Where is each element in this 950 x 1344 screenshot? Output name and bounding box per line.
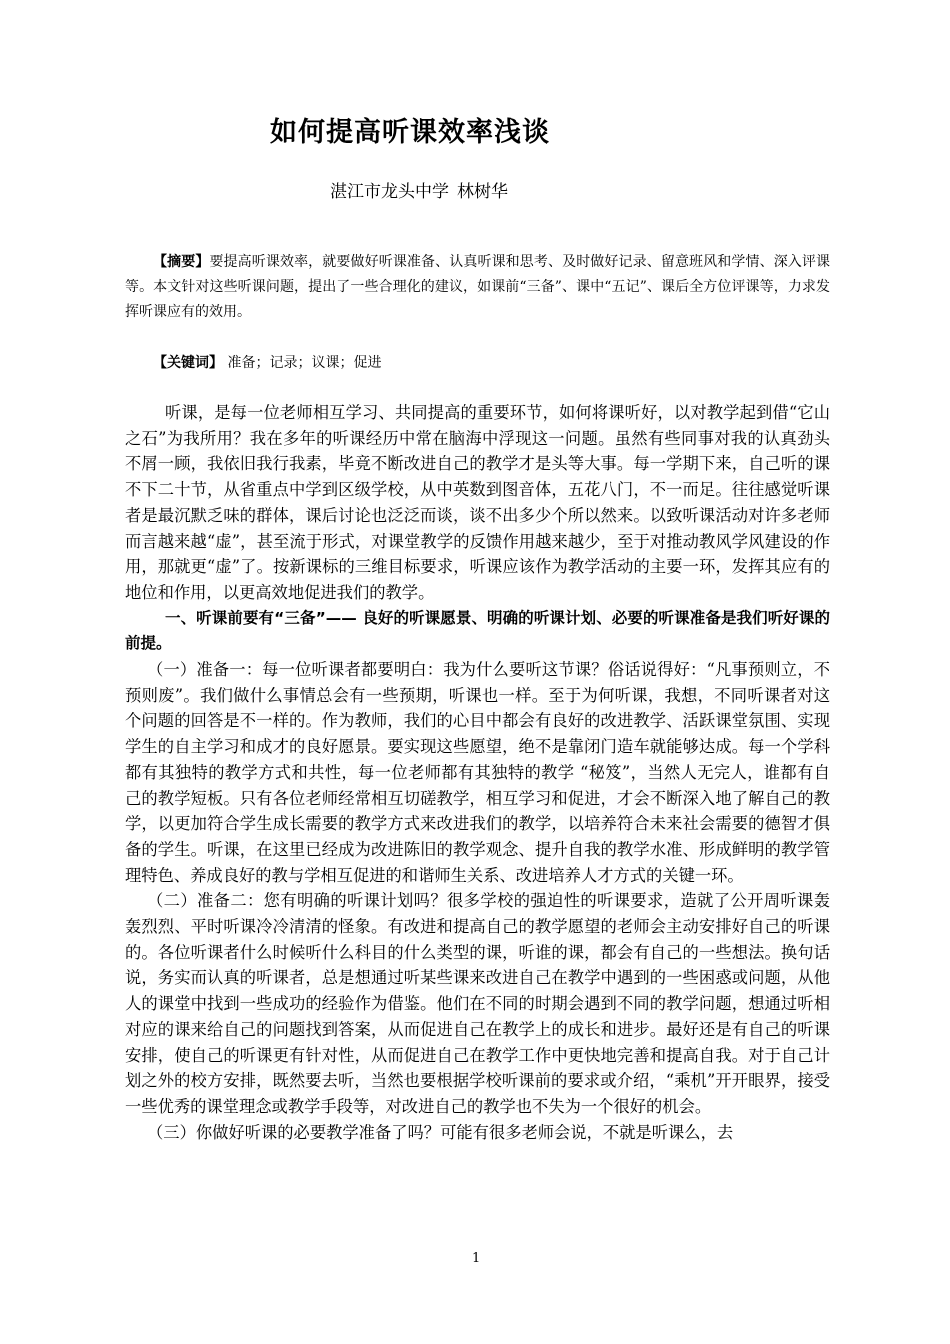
section-heading: 一、听课前要有“三备”—— 良好的听课愿景、明确的听课计划、必要的听课准备是我们听好课的前提。 bbox=[125, 608, 830, 653]
body-text bbox=[125, 400, 830, 1145]
abstract-text: 要提高听课效率，就要做好听课准备、认真听课和思考、及时做好记录、留意班风和学情、深入评课等。本文针对这些听课问题，提出了一些合理化的建议，如课前“三备”、课中“五记”、课后全方位评课等，力求发挥听课应有的效用。 bbox=[125, 254, 831, 320]
keywords-label: 【关键词】 bbox=[153, 355, 223, 371]
abstract-label: 【摘要】 bbox=[153, 254, 210, 270]
keywords-text: 准备；记录；议课；促进 bbox=[227, 355, 382, 371]
paragraph-preparation-2: （二）准备二：您有明确的听课计划吗？很多学校的强迫性的听课要求，造就了公开周听课轰轰烈烈、平时听课冷冷清清的怪象。有改进和提高自己的教学愿望的老师会主动安排好自己的听课的。各位听课者什么时候听什么科目的什么类型的课，听谁的课，都会有自己的一些想法。换句话说，务实而认真的听课者，总是想通过听某些课来改进自己在教学中遇到的一些困惑或问题，从他人的课堂中找到一些成功的经验作为借鉴。他们在不同的时期会遇到不同的教学问题，想通过听相对应的课来给自己的问题找到答案，从而促进自己在教学上的成长和进步。最好还是有自己的听课安排，使自己的听课更有针对性，从而促进自己在教学工作中更快地完善和提高自我。对于自己计划之外的校方安排，既然要去听，当然也要根据学校听课前的要求或介绍，“乘机”开开眼界，接受一些优秀的课堂理念或教学手段等，对改进自己的教学也不失为一个很好的机会。 bbox=[125, 891, 830, 1116]
paragraph-preparation-3: （三）你做好听课的必要教学准备了吗？可能有很多老师会说，不就是听课么，去 bbox=[147, 1122, 734, 1142]
author-name: 林树华 bbox=[457, 182, 508, 202]
keywords bbox=[153, 352, 381, 372]
page-title: 如何提高听课效率浅谈 bbox=[270, 117, 550, 148]
author-line bbox=[330, 177, 516, 202]
author-school: 湛江市龙头中学 bbox=[330, 182, 449, 202]
abstract bbox=[125, 250, 830, 325]
page-number: 1 bbox=[472, 1251, 481, 1266]
paragraph-preparation-1: （一）准备一：每一位听课者都要明白：我为什么要听这节课？俗话说得好：“凡事预则立，不预则废”。我们做什么事情总会有一些预期，听课也一样。至于为何听课，我想，不同听课者对这个问题的回答是不一样的。作为教师，我们的心目中都会有良好的改进教学、活跃课堂氛围、实现学生的自主学习和成才的良好愿景。要实现这些愿望，绝不是靠闭门造车就能够达成。每一个学科都有其独特的教学方式和共性，每一位老师都有其独特的教学 “秘笈”，当然人无完人，谁都有自己的教学短板。只有各位老师经常相互切磋教学，相互学习和促进，才会不断深入地了解自己的教学，以更加符合学生成长需要的教学方式来改进我们的教学，以培养符合未来社会需要的德智才俱备的学生。听课，在这里已经成为改进陈旧的教学观念、提升自我的教学水准、形成鲜明的教学管理特色、养成良好的教与学相互促进的和谐师生关系、改进培养人才方式的关键一环。 bbox=[125, 660, 830, 885]
intro-paragraph: 听课，是每一位老师相互学习、共同提高的重要环节，如何将课听好，以对教学起到借“它山之石”为我所用？我在多年的听课经历中常在脑海中浮现这一问题。虽然有些同事对我的认真劲头不屑一顾，我依旧我行我素，毕竟不断改进自己的教学才是头等大事。每一学期下来，自己听的课不下二十节，从省重点中学到区级学校，从中英数到图音体，五花八门，不一而足。往往感觉听课者是最沉默乏味的群体，课后讨论也泛泛而谈，谈不出多少个所以然来。以致听课活动对许多老师而言越来越“虚”，甚至流于形式，对课堂教学的反馈作用越来越少，至于对推动教风学风建设的作用，那就更“虚”了。按新课标的三维目标要求，听课应该作为教学活动的主要一环，发挥其应有的地位和作用，以更高效地促进我们的教学。 bbox=[125, 403, 830, 602]
